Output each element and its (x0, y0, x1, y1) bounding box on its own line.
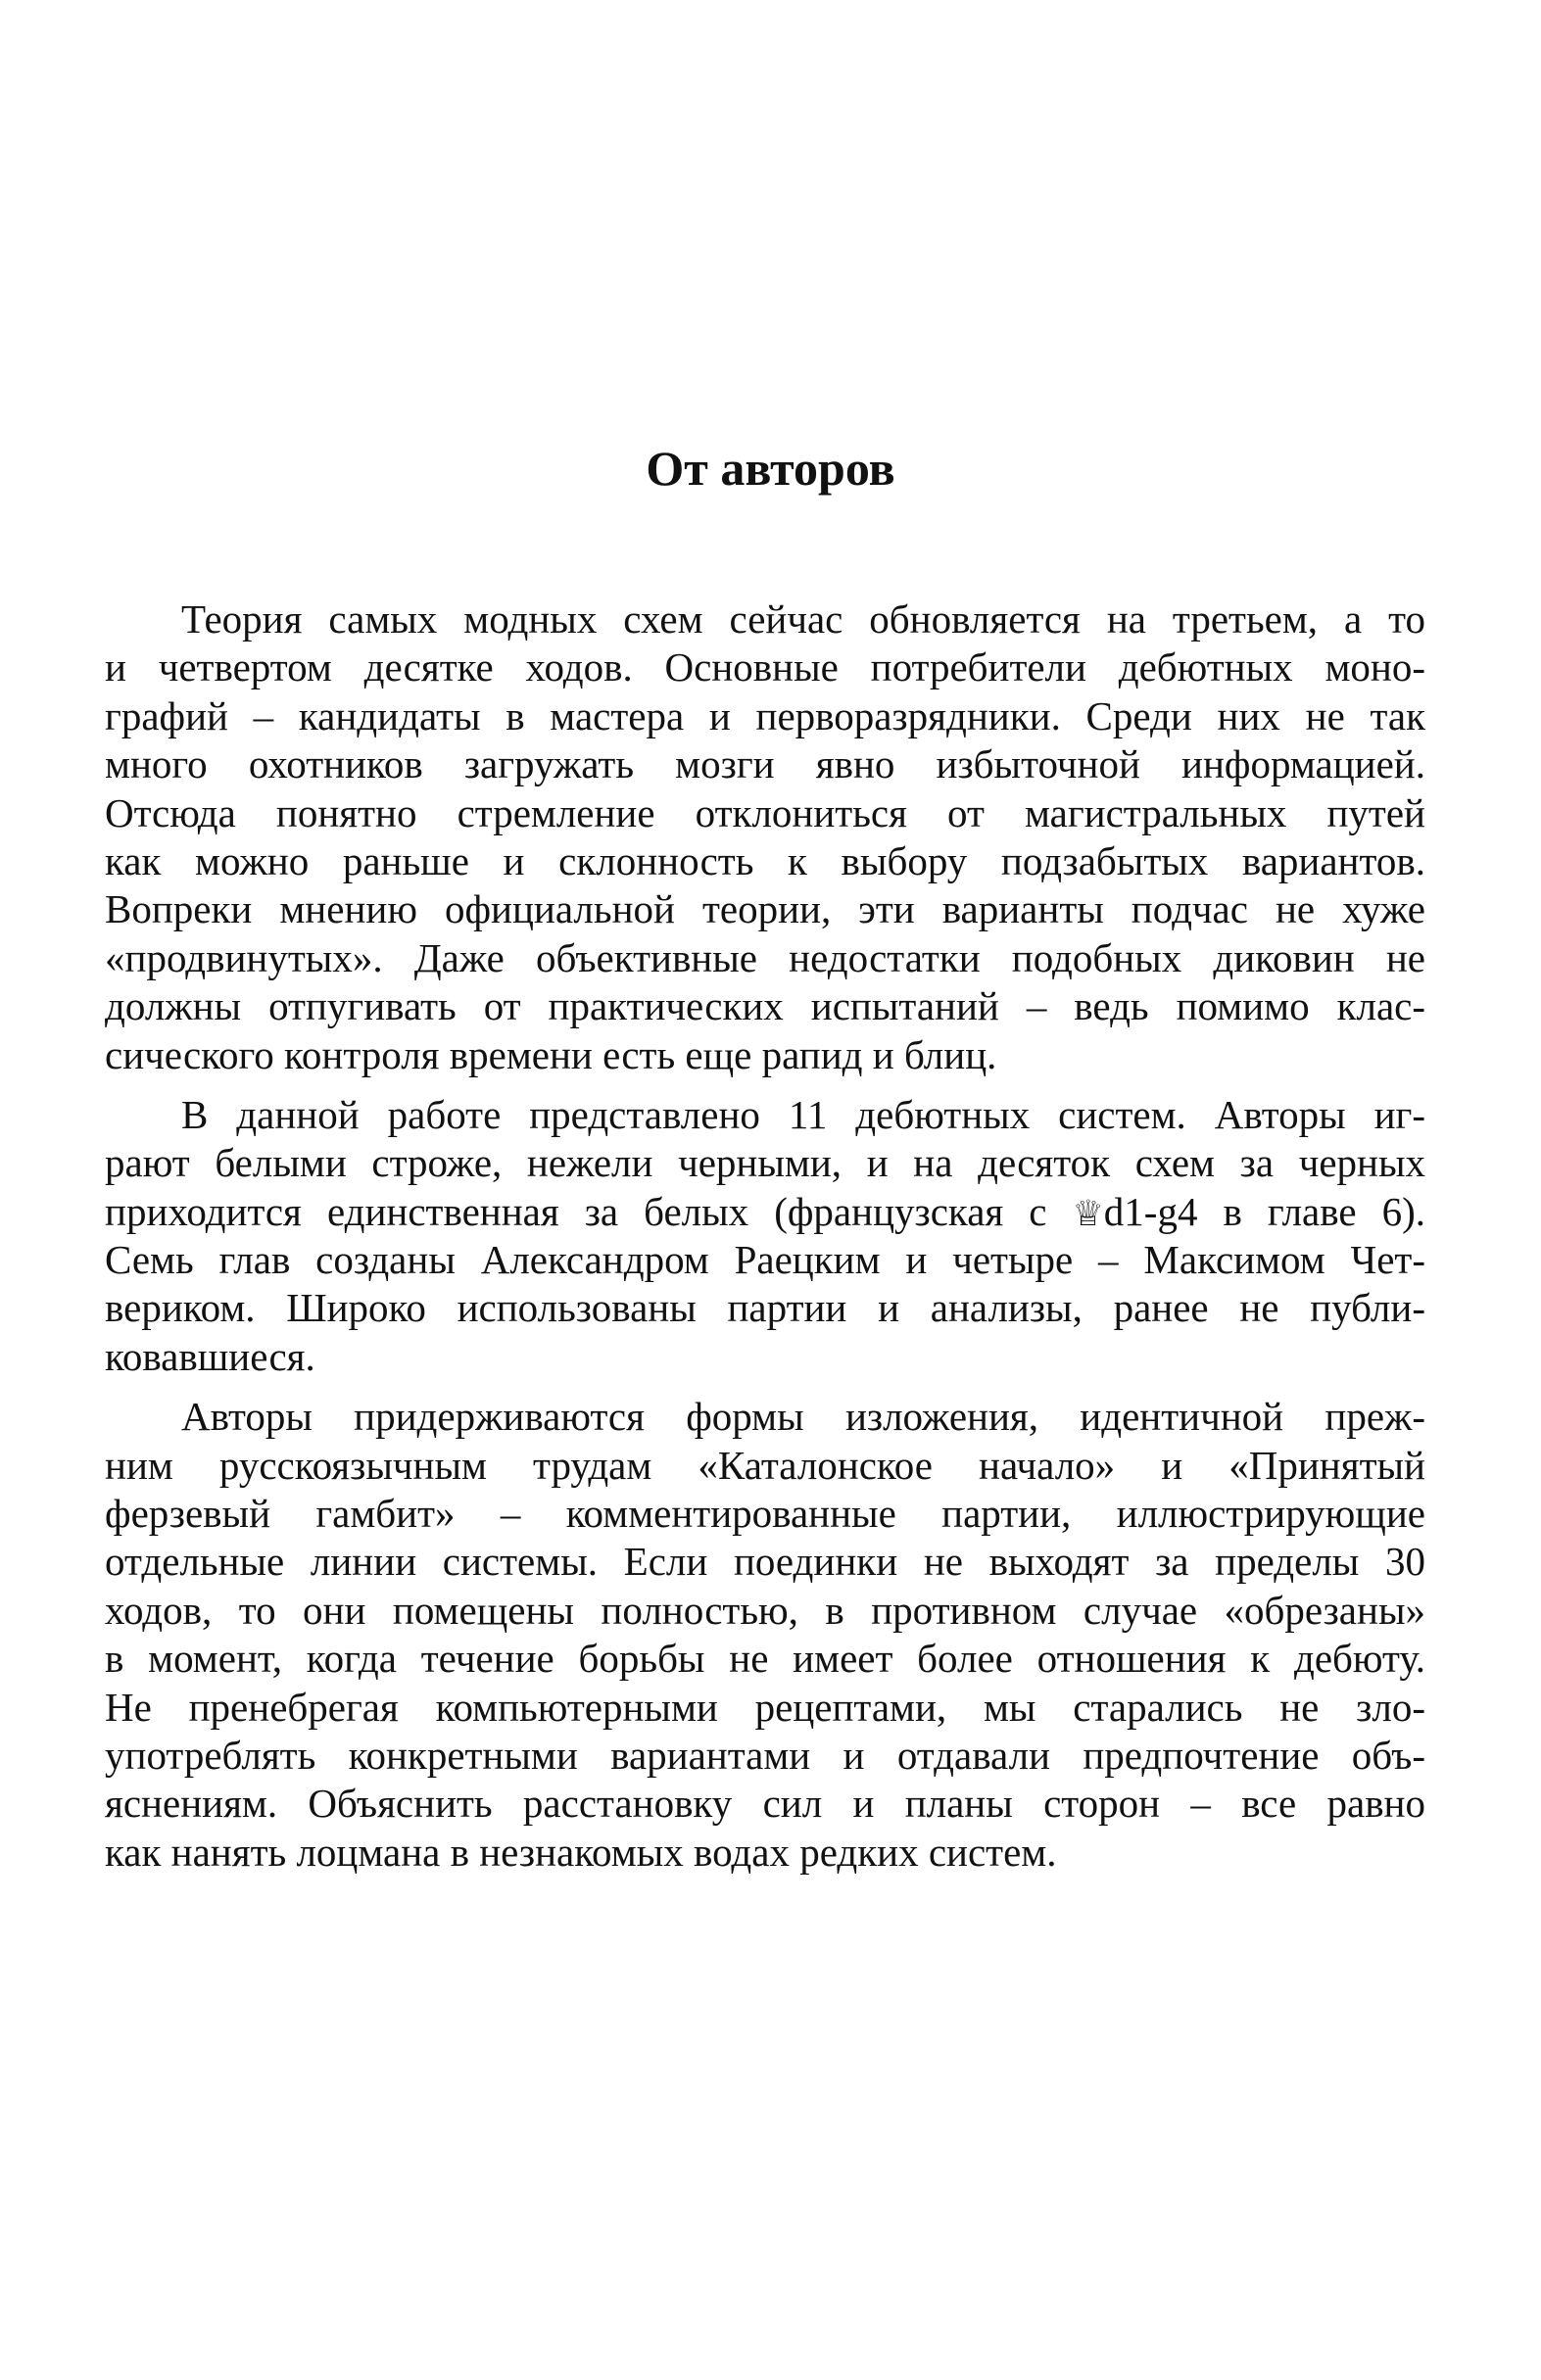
text-line: Вопреки мнению официальной теории, эти варианты подчас не хуже (105, 886, 1425, 932)
text-line: вериком. Широко использованы партии и анализы, ранее не публи- (105, 1285, 1425, 1331)
body-text (105, 595, 1425, 1888)
text-line: ходов, то они помещены полностью, в противном случае «обрезаны» (105, 1587, 1425, 1633)
text-line: Не пренебрегая компьютерными рецептами, мы старались не зло- (105, 1684, 1425, 1730)
text-line: как можно раньше и склонность к выбору подзабытых вариантов. (105, 837, 1425, 883)
text-line: Семь глав созданы Александром Раецким и четыре – Максимом Чет- (105, 1237, 1425, 1283)
text-line: яснениям. Объяснить расстановку сил и планы сторон – все равно (105, 1781, 1425, 1827)
text-segment: d1-g4 в главе 6). (1103, 1188, 1425, 1234)
text-line: Отсюда понятно стремление отклониться от магистральных путей (105, 789, 1425, 835)
queen-icon: ♕ (1072, 1193, 1104, 1234)
text-line-with-queen (105, 1188, 1425, 1236)
page-title: От авторов (646, 441, 895, 496)
text-line: «продвинутых». Даже объективные недостатки подобных диковин не (105, 934, 1425, 980)
text-line: ферзевый гамбит» – комментированные партии, иллюстрирующие (105, 1491, 1425, 1537)
text-line: должны отпугивать от практических испытаний – ведь помимо клас- (105, 983, 1425, 1029)
text-line: ковавшиеся. (105, 1333, 315, 1379)
text-line: сического контроля времени есть еще рапид и блиц. (105, 1031, 997, 1077)
text-line: Теория самых модных схем сейчас обновляется на третьем, а то (181, 596, 1425, 642)
text-line: как нанять лоцмана в незнакомых водах редких систем. (105, 1829, 1057, 1875)
text-line: рают белыми строже, нежели черными, и на десяток схем за черных (105, 1140, 1425, 1186)
text-line: в момент, когда течение борьбы не имеет более отношения к дебюту. (105, 1636, 1425, 1682)
paragraph-2 (105, 1091, 1425, 1381)
text-line: ним русскоязычным трудам «Каталонское начало» и «Принятый (105, 1442, 1425, 1488)
text-line: графий – кандидаты в мастера и перворазрядники. Среди них не так (105, 692, 1425, 738)
text-line: употреблять конкретными вариантами и отдавали предпочтение объ- (105, 1732, 1425, 1778)
text-line: и четвертом десятке ходов. Основные потребители дебютных моно- (105, 644, 1425, 690)
text-line: Авторы придерживаются формы изложения, идентичной преж- (181, 1394, 1425, 1440)
text-line: много охотников загружать мозги явно избыточной информацией. (105, 741, 1425, 787)
text-line: В данной работе представлено 11 дебютных систем. Авторы иг- (181, 1091, 1425, 1137)
text-segment: приходится единственная за белых (французская с (105, 1188, 1073, 1234)
text-line: отдельные линии системы. Если поединки не выходят за пределы 30 (105, 1539, 1425, 1585)
paragraph-1 (105, 595, 1425, 1079)
paragraph-3 (105, 1393, 1425, 1877)
